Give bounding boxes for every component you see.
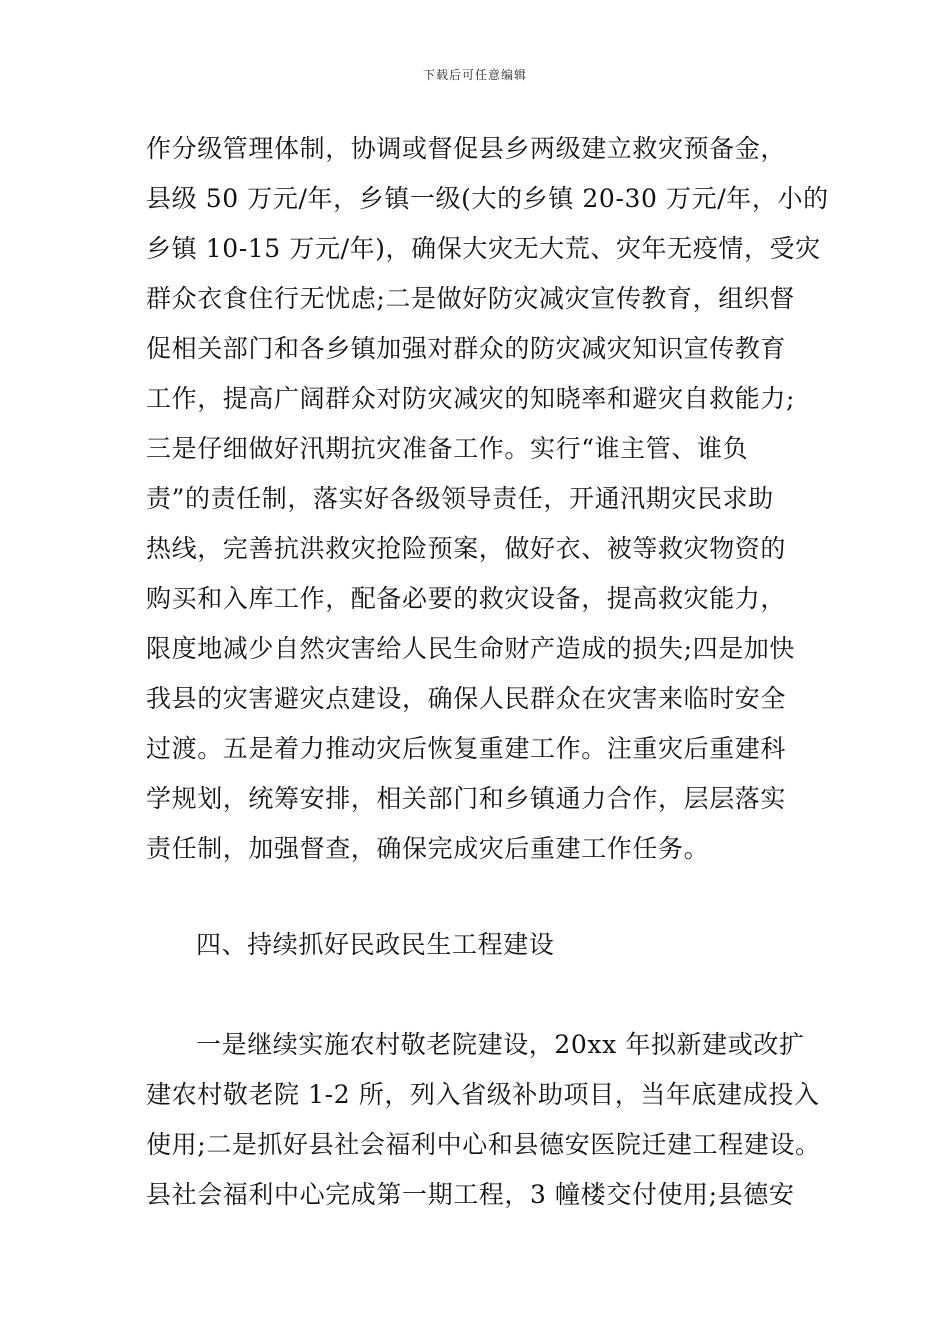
text-line: 学规划，统筹安排，相关部门和乡镇通力合作，层层落实 — [146, 784, 787, 813]
text-line: 乡镇 10-15 万元/年)，确保大灾无大荒、灾年无疫情，受灾 — [146, 234, 821, 263]
text-line: 使用;二是抓好县社会福利中心和县德安医院迁建工程建设。 — [146, 1130, 821, 1159]
text-line: 作分级管理体制，协调或督促县乡两级建立救灾预备金， — [146, 134, 787, 163]
text-line: 热线，完善抗洪救灾抢险预案，做好衣、被等救灾物资的 — [146, 534, 787, 563]
text-line: 三是仔细做好汛期抗灾准备工作。实行“谁主管、谁负 — [146, 434, 749, 463]
text-line: 一是继续实施农村敬老院建设，20xx 年拟新建或改扩 — [196, 1030, 805, 1059]
text-line: 工作，提高广阔群众对防灾减灾的知晓率和避灾自救能力; — [146, 384, 796, 413]
text-line: 群众衣食住行无忧虑;二是做好防灾减灾宣传教育，组织督 — [146, 284, 796, 313]
text-line: 责”的责任制，落实好各级领导责任，开通汛期灾民求助 — [146, 484, 774, 513]
text-line: 促相关部门和各乡镇加强对群众的防灾减灾知识宣传教育 — [146, 334, 787, 363]
text-line: 县级 50 万元/年，乡镇一级(大的乡镇 20-30 万元/年，小的 — [146, 184, 829, 213]
text-line: 购买和入库工作，配备必要的救灾设备，提高救灾能力， — [146, 584, 787, 613]
page-header: 下载后可任意编辑 — [422, 68, 527, 82]
text-line: 过渡。五是着力推动灾后恢复重建工作。注重灾后重建科 — [146, 734, 787, 763]
section-heading: 四、持续抓好民政民生工程建设 — [196, 930, 555, 959]
text-line: 建农村敬老院 1-2 所，列入省级补助项目，当年底建成投入 — [146, 1080, 820, 1109]
text-line: 我县的灾害避灾点建设，确保人民群众在灾害来临时安全 — [146, 684, 787, 713]
text-line: 县社会福利中心完成第一期工程，3 幢楼交付使用;县德安 — [146, 1180, 795, 1209]
text-line: 限度地减少自然灾害给人民生命财产造成的损失;四是加快 — [146, 634, 796, 663]
text-line: 责任制，加强督查，确保完成灾后重建工作任务。 — [146, 834, 710, 863]
